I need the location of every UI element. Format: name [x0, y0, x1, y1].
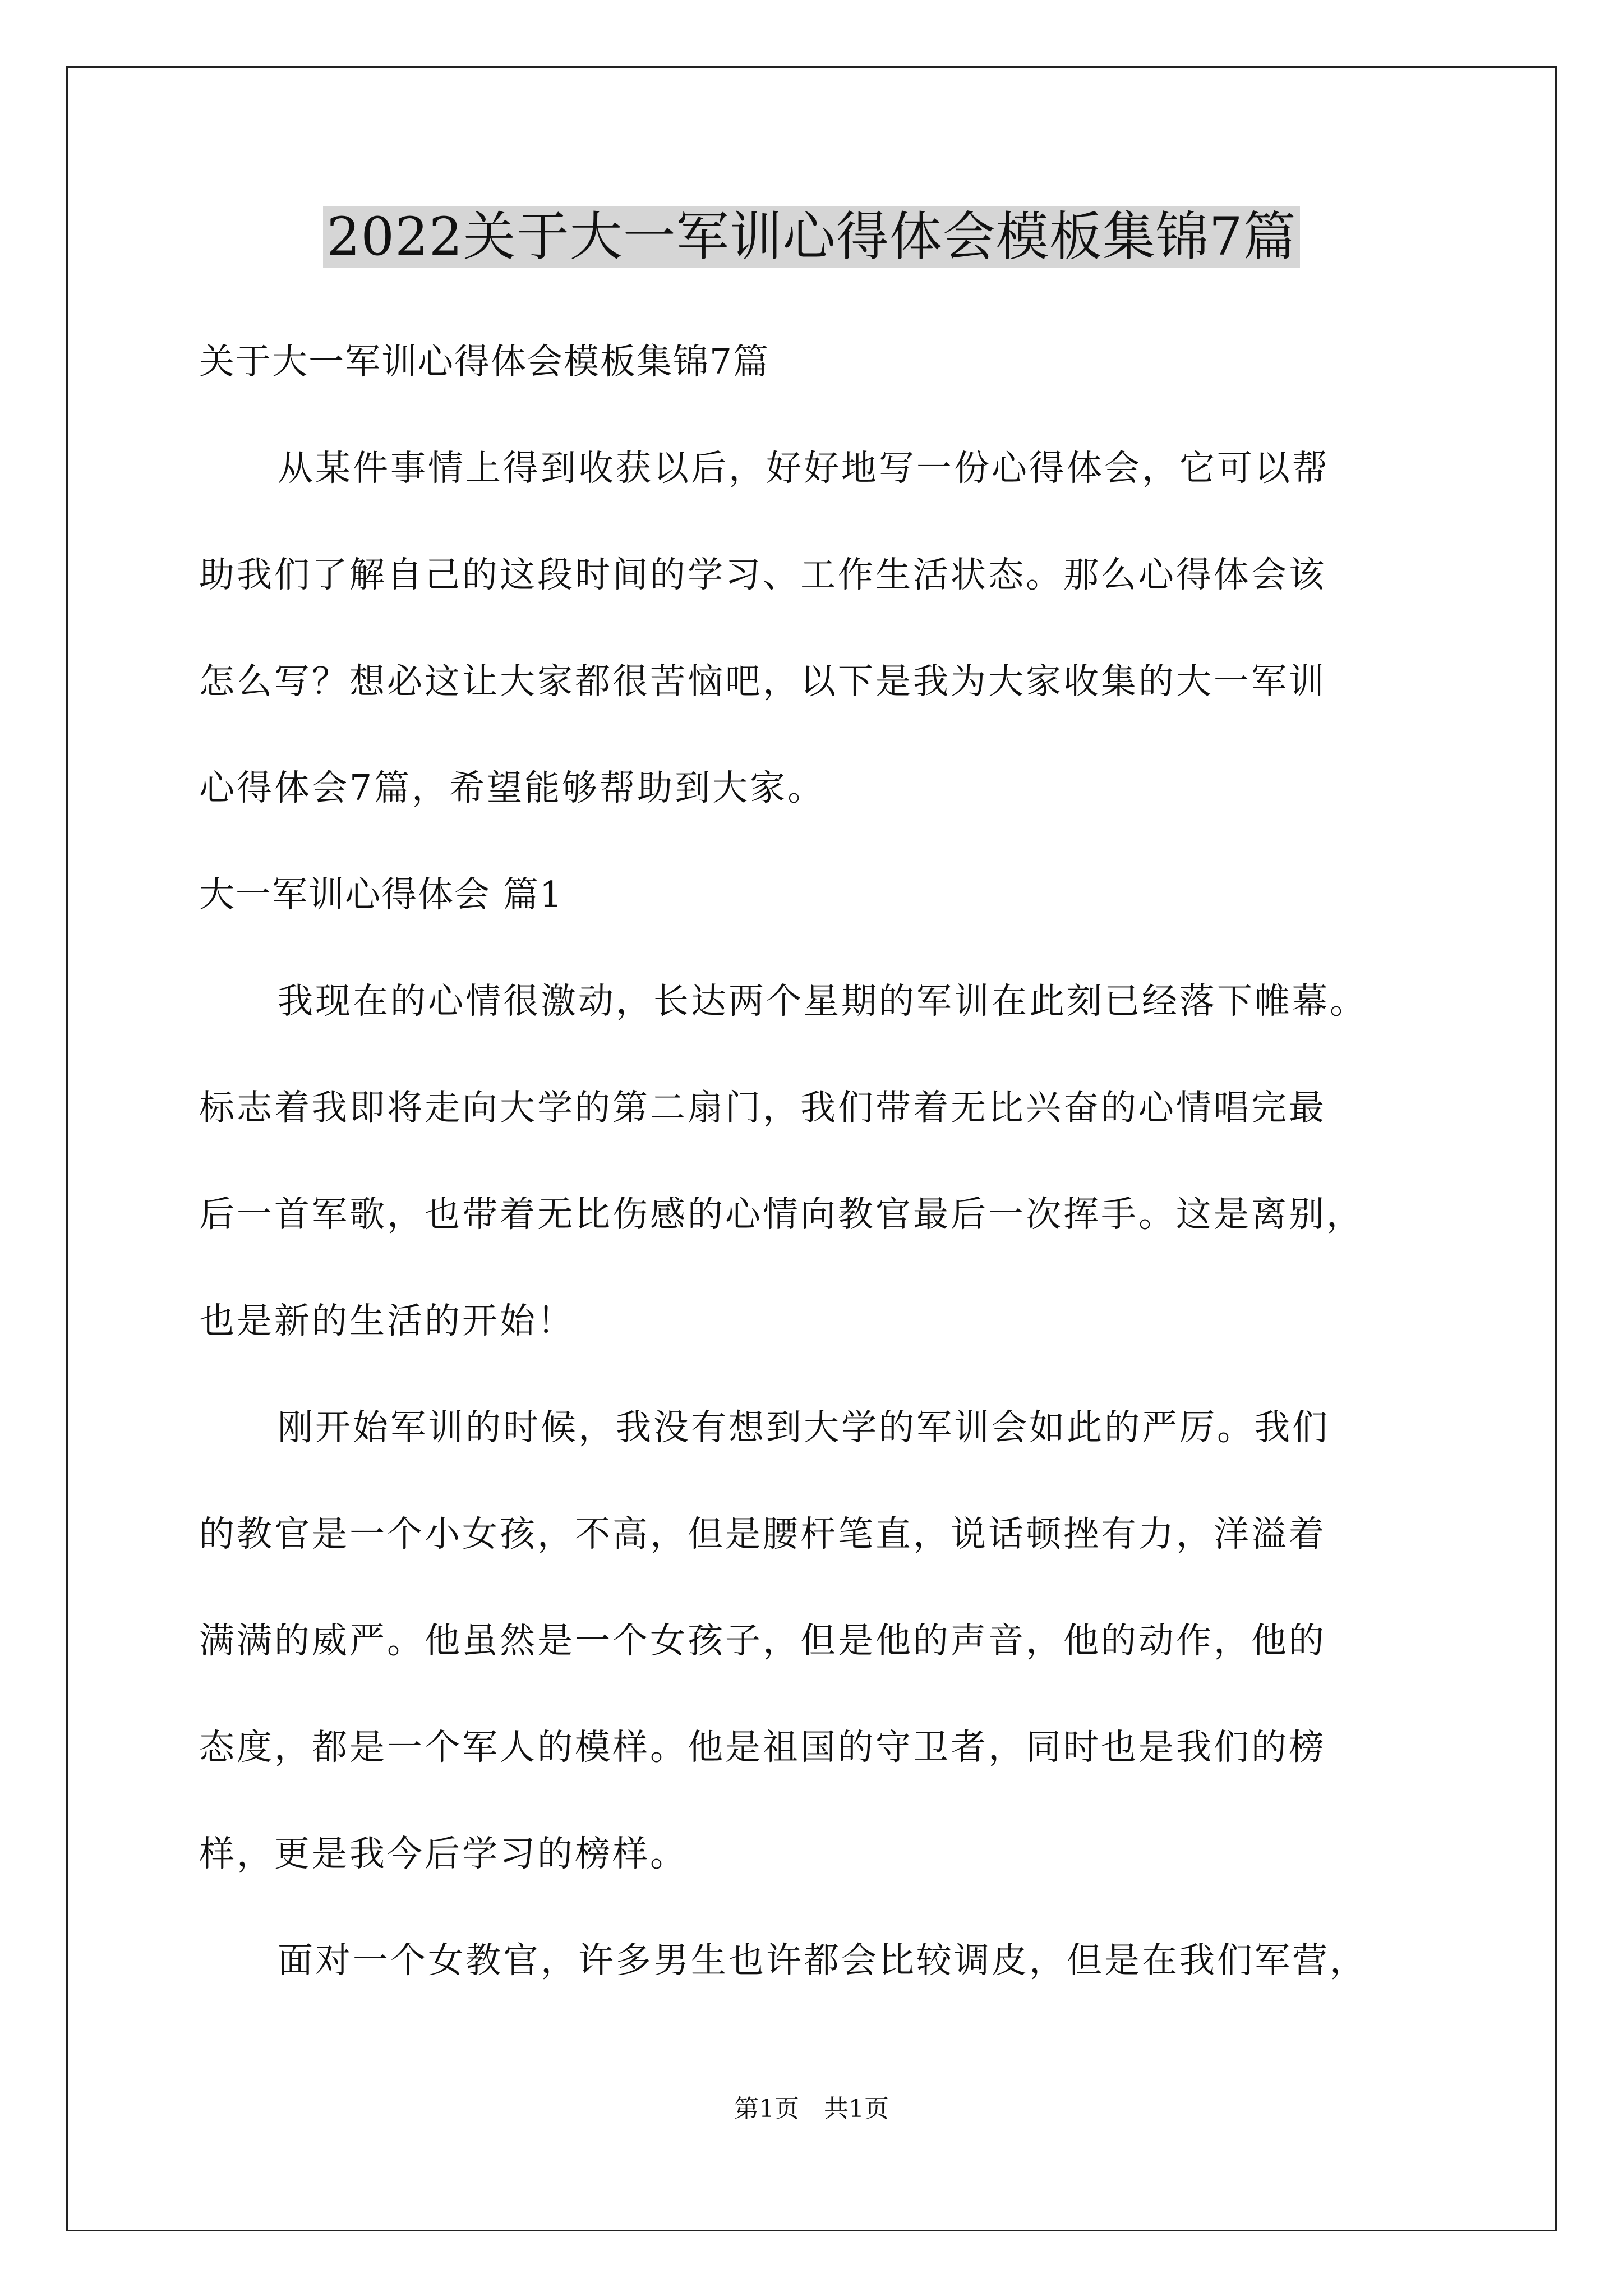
paragraph-line: 助我们了解自己的这段时间的学习、工作生活状态。那么心得体会该	[199, 554, 1326, 595]
paragraph-line: 标志着我即将走向大学的第二扇门，我们带着无比兴奋的心情唱完最	[199, 1087, 1326, 1128]
paragraph-line: 后一首军歌，也带着无比伤感的心情向教官最后一次挥手。这是离别，	[199, 1194, 1364, 1235]
paragraph-line: 的教官是一个小女孩，不高，但是腰杆笔直，说话顿挫有力，洋溢着	[199, 1513, 1326, 1554]
paragraph-line: 态度，都是一个军人的模样。他是祖国的守卫者，同时也是我们的榜	[199, 1727, 1326, 1768]
paragraph-line: 面对一个女教官，许多男生也许都会比较调皮，但是在我们军营，	[278, 1940, 1367, 1981]
page-number-label: 第1页 共1页	[734, 2095, 889, 2123]
paragraph-line: 我现在的心情很激动，长达两个星期的军训在此刻已经落下帷幕。	[278, 981, 1367, 1022]
section-heading: 大一军训心得体会 篇1	[199, 874, 564, 915]
document-title-text: 2022关于大一军训心得体会模板集锦7篇	[323, 206, 1299, 268]
document-title	[0, 201, 1623, 274]
paragraph-line: 满满的威严。他虽然是一个女孩子，但是他的声音，他的动作，他的	[199, 1620, 1326, 1661]
paragraph-line: 怎么写？想必这让大家都很苦恼吧，以下是我为大家收集的大一军训	[199, 661, 1326, 702]
document-body	[199, 309, 1438, 2014]
paragraph-line: 样，更是我今后学习的榜样。	[199, 1833, 688, 1874]
paragraph-line: 从某件事情上得到收获以后，好好地写一份心得体会，它可以帮	[278, 448, 1330, 489]
paragraph-line: 心得体会7篇，希望能够帮助到大家。	[199, 767, 826, 808]
page-footer	[0, 2092, 1623, 2126]
paragraph-line: 也是新的生活的开始！	[199, 1300, 575, 1341]
paragraph-line: 刚开始军训的时候，我没有想到大学的军训会如此的严厉。我们	[278, 1407, 1330, 1448]
subtitle-line: 关于大一军训心得体会模板集锦7篇	[199, 341, 770, 382]
